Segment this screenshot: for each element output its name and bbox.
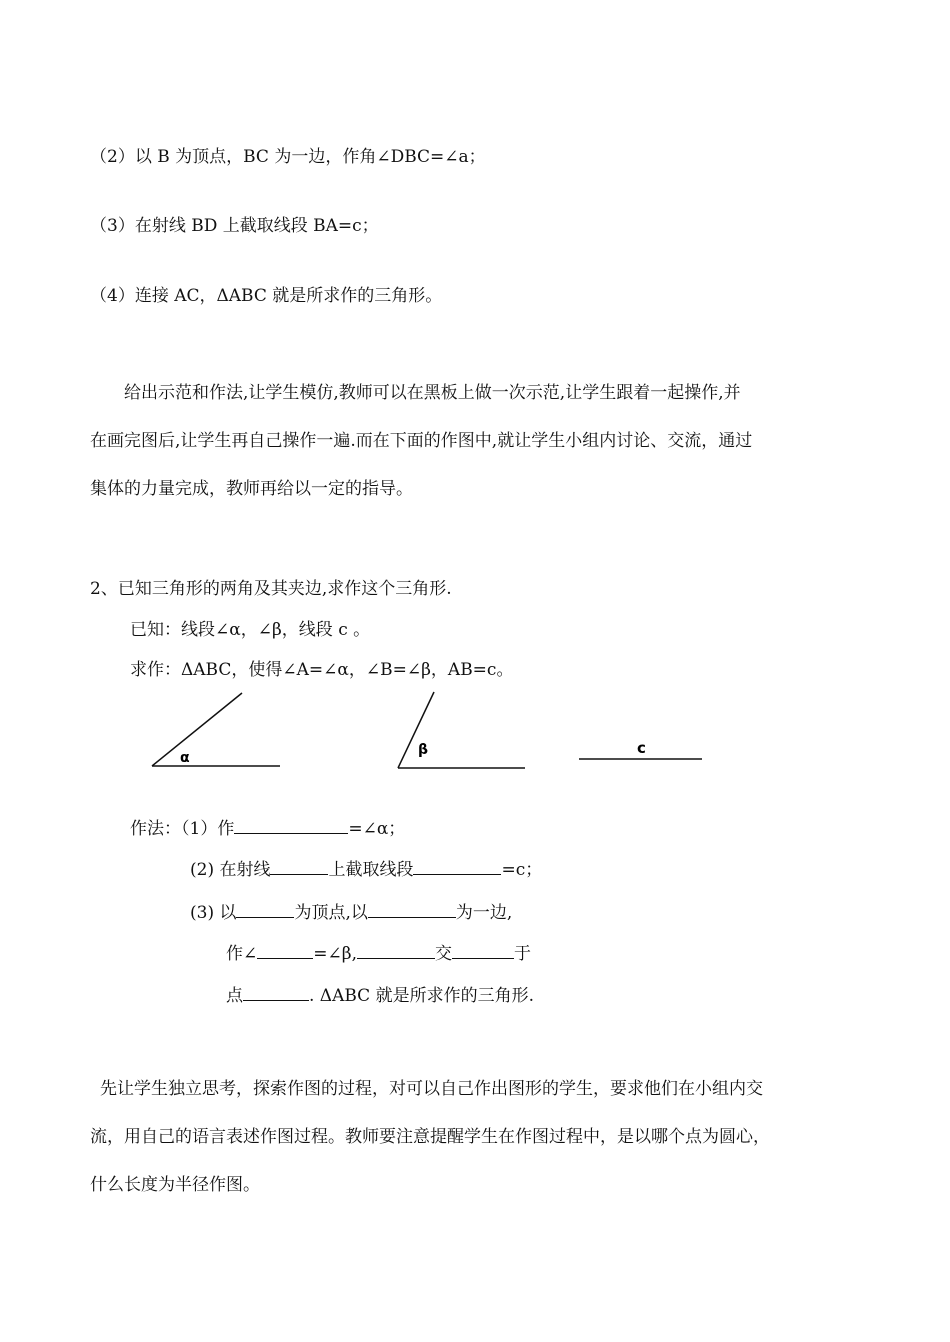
angle-beta-figure bbox=[398, 692, 525, 768]
method-step-1-suffix: =∠α； bbox=[348, 819, 406, 839]
method-step-3-mid: 为顶点,以 bbox=[294, 903, 368, 923]
problem-construct: 求作：ΔABC，使得∠A=∠α，∠B=∠β，AB=c。 bbox=[130, 660, 514, 680]
paragraph-line: 给出示范和作法,让学生模仿,教师可以在黑板上做一次示范,让学生跟着一起操作,并 bbox=[124, 383, 741, 403]
paragraph-line: 流，用自己的语言表述作图过程。教师要注意提醒学生在作图过程中，是以哪个点为圆心， bbox=[90, 1127, 770, 1147]
paragraph-line: 先让学生独立思考，探索作图的过程，对可以自己作出图形的学生，要求他们在小组内交 bbox=[100, 1079, 763, 1099]
method-step-2-suffix: =c； bbox=[501, 860, 543, 880]
blank-3b bbox=[368, 901, 456, 918]
blank-3d bbox=[357, 942, 435, 959]
angle-alpha-figure bbox=[152, 693, 280, 766]
blank-3e bbox=[452, 942, 514, 959]
blank-2a bbox=[270, 858, 328, 875]
step-4: （4）连接 AC，ΔABC 就是所求作的三角形。 bbox=[90, 286, 443, 306]
method-step-3-suffix: 为一边, bbox=[455, 903, 513, 923]
blank-1 bbox=[234, 817, 348, 834]
paragraph-guidance bbox=[90, 1065, 890, 1209]
paragraph-line: 在画完图后,让学生再自己操作一遍.而在下面的作图中,就让学生小组内讨论、交流，通过 bbox=[90, 431, 753, 451]
method-step-1 bbox=[130, 817, 405, 840]
method-step-3-conclusion bbox=[226, 984, 534, 1007]
method-step-3b-mid2: 交 bbox=[434, 944, 452, 964]
angle-beta-ray bbox=[398, 692, 434, 768]
method-step-2 bbox=[190, 858, 542, 881]
method-step-3-continued bbox=[226, 942, 531, 965]
beta-label: β bbox=[418, 742, 429, 758]
method-step-3-prefix: (3) 以 bbox=[190, 903, 237, 923]
blank-3f bbox=[243, 984, 309, 1001]
paragraph-line: 集体的力量完成，教师再给以一定的指导。 bbox=[90, 479, 413, 499]
segment-c-figure bbox=[579, 739, 702, 759]
alpha-label: α bbox=[180, 750, 190, 766]
blank-3a bbox=[236, 901, 294, 918]
given-figures bbox=[0, 690, 950, 780]
method-step-2-mid: 上截取线段 bbox=[328, 860, 414, 880]
paragraph-line: 什么长度为半径作图。 bbox=[90, 1175, 260, 1195]
method-step-2-prefix: (2) 在射线 bbox=[190, 860, 271, 880]
problem-known: 已知：线段∠α，∠β，线段 c 。 bbox=[130, 620, 371, 640]
paragraph-demonstration bbox=[90, 369, 880, 513]
c-label: c bbox=[637, 739, 646, 757]
step-3: （3）在射线 BD 上截取线段 BA=c； bbox=[90, 216, 379, 236]
blank-2b bbox=[413, 858, 501, 875]
method-step-1-prefix: 作法：（1）作 bbox=[130, 819, 235, 839]
method-step-3c-suffix: . ΔABC 就是所求作的三角形. bbox=[309, 986, 534, 1006]
method-step-3 bbox=[190, 901, 512, 924]
angle-alpha-ray bbox=[152, 693, 242, 766]
step-2: （2）以 B 为顶点，BC 为一边，作角∠DBC=∠a； bbox=[90, 147, 486, 167]
problem-title: 2、已知三角形的两角及其夹边,求作这个三角形. bbox=[90, 579, 452, 599]
method-step-3b-mid1: =∠β, bbox=[313, 944, 357, 964]
blank-3c bbox=[257, 942, 313, 959]
method-step-3b-suffix: 于 bbox=[513, 944, 531, 964]
method-step-3c-prefix: 点 bbox=[226, 986, 243, 1006]
method-step-3b-prefix: 作∠ bbox=[226, 944, 258, 964]
